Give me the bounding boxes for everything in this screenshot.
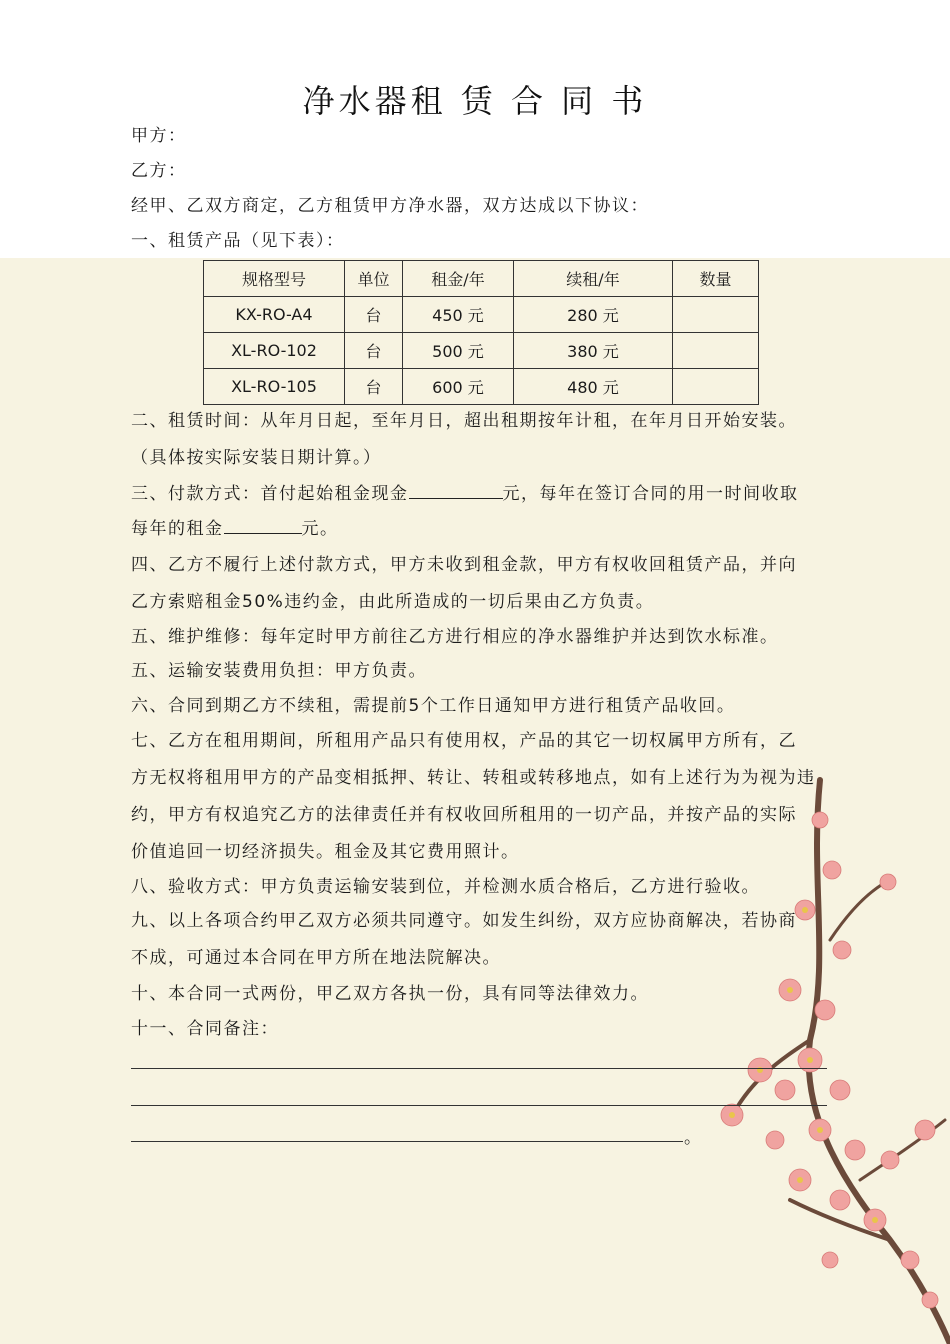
table-row bbox=[204, 333, 759, 369]
section-3-text-d: 元。 bbox=[301, 519, 339, 539]
section-9-line-1: 九、以上各项合约甲乙双方必须共同遵守。如发生纠纷，双方应协商解决，若协商 bbox=[131, 911, 797, 931]
down-payment-blank[interactable] bbox=[409, 482, 503, 499]
cell-model: XL-RO-105 bbox=[204, 369, 345, 405]
remark-end-mark: 。 bbox=[684, 1128, 703, 1148]
section-4-text-a: 乙方索赔租金 bbox=[131, 592, 242, 612]
section-6-line bbox=[131, 694, 735, 718]
cell-rent: 500 元 bbox=[403, 333, 514, 369]
section-2-line-2: （具体按实际安装日期计算。） bbox=[131, 448, 382, 468]
cell-unit: 台 bbox=[345, 297, 403, 333]
section-7-line-2: 方无权将租用甲方的产品变相抵押、转让、转租或转移地点，如有上述行为为视为违 bbox=[131, 768, 816, 788]
cell-model: KX-RO-A4 bbox=[204, 297, 345, 333]
section-6-text-a: 六、合同到期乙方不续租，需提前 bbox=[131, 696, 409, 716]
remark-blank-line-3[interactable] bbox=[131, 1141, 683, 1142]
section-1-heading: 一、租赁产品（见下表）： bbox=[131, 231, 345, 251]
cell-renewal: 480 元 bbox=[514, 369, 673, 405]
cell-model: XL-RO-102 bbox=[204, 333, 345, 369]
remark-blank-line-2[interactable] bbox=[131, 1105, 827, 1106]
section-10-line: 十、本合同一式两份，甲乙双方各执一份，具有同等法律效力。 bbox=[131, 984, 649, 1004]
intro-line: 经甲、乙双方商定，乙方租赁甲方净水器，双方达成以下协议： bbox=[131, 196, 649, 216]
table-header-row bbox=[204, 261, 759, 297]
section-7-line-3: 约，甲方有权追究乙方的法律责任并有权收回所租用的一切产品，并按产品的实际 bbox=[131, 805, 797, 825]
header-unit: 单位 bbox=[345, 261, 403, 297]
penalty-percent: 50% bbox=[242, 592, 285, 612]
cell-rent: 600 元 bbox=[403, 369, 514, 405]
section-3-line-2 bbox=[131, 517, 339, 541]
cell-renewal: 280 元 bbox=[514, 297, 673, 333]
table-row bbox=[204, 369, 759, 405]
cell-unit: 台 bbox=[345, 369, 403, 405]
header-quantity: 数量 bbox=[673, 261, 759, 297]
section-8-line: 八、验收方式：甲方负责运输安装到位，并检测水质合格后，乙方进行验收。 bbox=[131, 877, 760, 897]
section-7-line-1: 七、乙方在租用期间，所租用产品只有使用权，产品的其它一切权属甲方所有，乙 bbox=[131, 731, 797, 751]
section-4-line-2 bbox=[131, 590, 654, 614]
cell-quantity[interactable] bbox=[673, 297, 759, 333]
section-7-line-4: 价值追回一切经济损失。租金及其它费用照计。 bbox=[131, 842, 520, 862]
header-rent: 租金/年 bbox=[403, 261, 514, 297]
section-3-text-a: 三、付款方式：首付起始租金现金 bbox=[131, 484, 409, 504]
section-4-line-1: 四、乙方不履行上述付款方式，甲方未收到租金款，甲方有权收回租赁产品，并向 bbox=[131, 555, 797, 575]
rental-products-table bbox=[203, 260, 759, 405]
table-row bbox=[204, 297, 759, 333]
section-4-text-b: 违约金，由此所造成的一切后果由乙方负责。 bbox=[284, 592, 655, 612]
cell-renewal: 380 元 bbox=[514, 333, 673, 369]
section-2-line-1: 二、租赁时间：从年月日起，至年月日，超出租期按年计租，在年月日开始安装。 bbox=[131, 411, 797, 431]
document-title: 净水器租 赁 合 同 书 bbox=[302, 82, 648, 120]
party-a-line: 甲方： bbox=[131, 126, 187, 146]
cell-rent: 450 元 bbox=[403, 297, 514, 333]
section-5b-line: 五、运输安装费用负担：甲方负责。 bbox=[131, 661, 427, 681]
cell-quantity[interactable] bbox=[673, 369, 759, 405]
header-renewal: 续租/年 bbox=[514, 261, 673, 297]
remark-blank-line-1[interactable] bbox=[131, 1068, 827, 1069]
header-model: 规格型号 bbox=[204, 261, 345, 297]
section-6-text-b: 个工作日通知甲方进行租赁产品收回。 bbox=[420, 696, 736, 716]
section-3-line-1 bbox=[131, 482, 799, 506]
section-5-line: 五、维护维修：每年定时甲方前往乙方进行相应的净水器维护并达到饮水标准。 bbox=[131, 627, 779, 647]
section-9-line-2: 不成，可通过本合同在甲方所在地法院解决。 bbox=[131, 948, 501, 968]
section-3-text-c: 每年的租金 bbox=[131, 519, 224, 539]
section-3-text-b: 元，每年在签订合同的用一时间收取 bbox=[502, 484, 799, 504]
section-11-heading: 十一、合同备注： bbox=[131, 1019, 279, 1039]
notice-days: 5 bbox=[408, 696, 421, 716]
annual-rent-blank[interactable] bbox=[224, 517, 302, 534]
cell-unit: 台 bbox=[345, 333, 403, 369]
cell-quantity[interactable] bbox=[673, 333, 759, 369]
party-b-line: 乙方： bbox=[131, 161, 187, 181]
